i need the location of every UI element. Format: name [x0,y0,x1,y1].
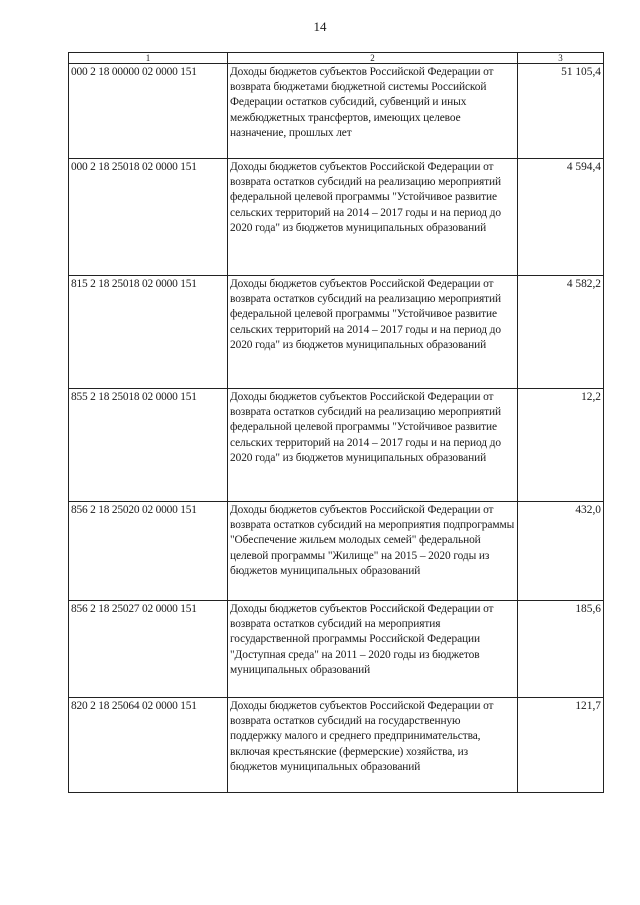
revenue-name-cell: Доходы бюджетов субъектов Российской Федерации от возврата остатков субсидий на государственную поддержку малого и среднего предпринимательства, включая крестьянские (фермерские) хозяйства, из бюджетов муниципальных образований [228,698,518,793]
table-row [69,159,604,276]
revenue-name-cell: Доходы бюджетов субъектов Российской Федерации от возврата остатков субсидий на реализацию мероприятий федеральной целевой программы "Устойчивое развитие сельских территорий на 2014 – 2017 годы и на период до 2020 года" из бюджетов муниципальных образований [228,159,518,276]
column-number-3: 3 [518,53,604,64]
budget-code-cell: 000 2 18 25018 02 0000 151 [69,159,228,276]
amount-cell: 121,7 [518,698,604,793]
column-number-row [69,53,604,64]
revenue-name-cell: Доходы бюджетов субъектов Российской Федерации от возврата остатков субсидий на реализацию мероприятий федеральной целевой программы "Устойчивое развитие сельских территорий на 2014 – 2017 годы и на период до 2020 года" из бюджетов муниципальных образований [228,276,518,389]
revenue-name-cell: Доходы бюджетов субъектов Российской Федерации от возврата бюджетами бюджетной системы Российской Федерации остатков субсидий, субвенций и иных межбюджетных трансфертов, имеющих целевое назначение, прошлых лет [228,64,518,159]
budget-code-cell: 856 2 18 25020 02 0000 151 [69,502,228,601]
amount-cell: 51 105,4 [518,64,604,159]
budget-code-cell: 000 2 18 00000 02 0000 151 [69,64,228,159]
revenue-name-cell: Доходы бюджетов субъектов Российской Федерации от возврата остатков субсидий на реализацию мероприятий федеральной целевой программы "Устойчивое развитие сельских территорий на 2014 – 2017 годы и на период до 2020 года" из бюджетов муниципальных образований [228,389,518,502]
budget-code-cell: 815 2 18 25018 02 0000 151 [69,276,228,389]
budget-code-cell: 855 2 18 25018 02 0000 151 [69,389,228,502]
table-row [69,502,604,601]
table-row [69,698,604,793]
budget-code-cell: 820 2 18 25064 02 0000 151 [69,698,228,793]
table-row [69,601,604,698]
budget-code-cell: 856 2 18 25027 02 0000 151 [69,601,228,698]
amount-cell: 185,6 [518,601,604,698]
column-number-2: 2 [228,53,518,64]
revenue-name-cell: Доходы бюджетов субъектов Российской Федерации от возврата остатков субсидий на мероприятия подпрограммы "Обеспечение жильем молодых семей" федеральной целевой программы "Жилище" на 2015 – 2020 годы из бюджетов муниципальных образований [228,502,518,601]
page-number: 14 [313,19,327,34]
table-row [69,276,604,389]
revenue-name-cell: Доходы бюджетов субъектов Российской Федерации от возврата остатков субсидий на мероприятия государственной программы Российской Федерации "Доступная среда" на 2011 – 2020 годы из бюджетов муниципальных образований [228,601,518,698]
budget-revenue-table [68,52,604,793]
amount-cell: 432,0 [518,502,604,601]
table-row [69,389,604,502]
amount-cell: 12,2 [518,389,604,502]
column-number-1: 1 [69,53,228,64]
amount-cell: 4 594,4 [518,159,604,276]
amount-cell: 4 582,2 [518,276,604,389]
table-row [69,64,604,159]
